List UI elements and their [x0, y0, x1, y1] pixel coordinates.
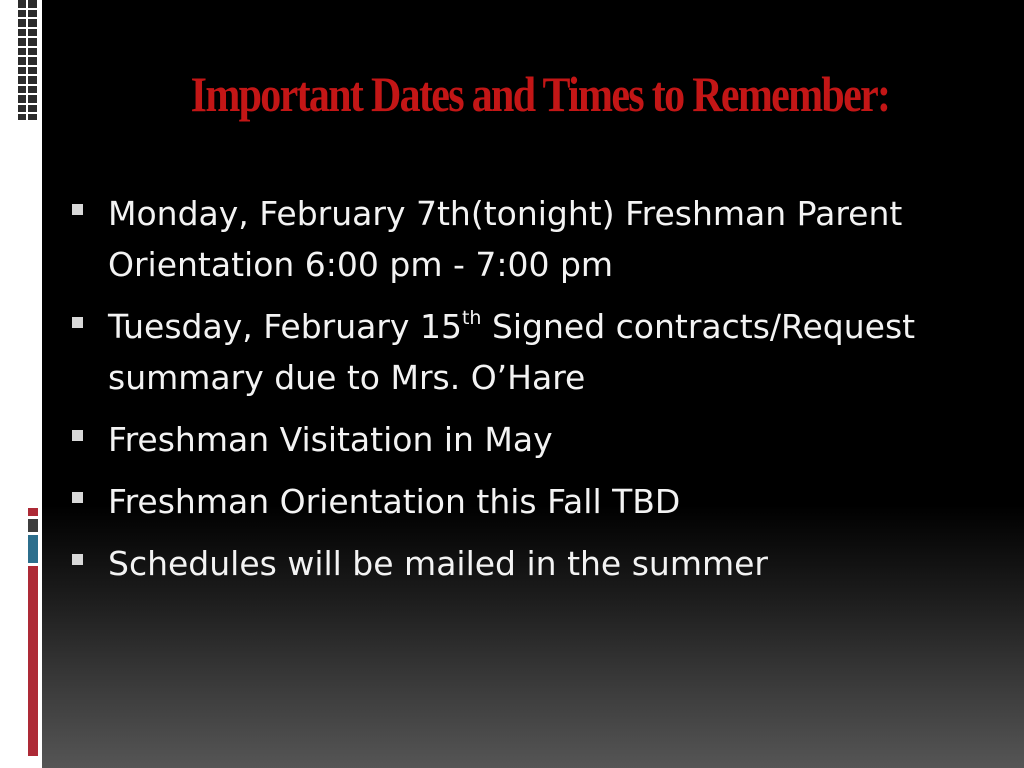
square-bullet-icon — [72, 317, 83, 328]
bullet-text: Monday, February 7th(tonight) Freshman Parent Orientation 6:00 pm - 7:00 pm — [108, 194, 903, 284]
window-pane-graphic — [18, 0, 37, 120]
bullet-list — [72, 188, 992, 600]
bullet-item-fall-orientation — [72, 476, 992, 527]
slide-title: Important Dates and Times to Remember: — [190, 66, 890, 122]
square-bullet-icon — [72, 430, 83, 441]
red-accent-block — [28, 508, 38, 516]
bullet-item-schedules — [72, 538, 992, 589]
bullet-text-detail: Signed contracts/Request summary due to Mrs. O’Hare — [108, 307, 916, 397]
square-bullet-icon — [72, 204, 83, 215]
bullet-item-parent-orientation — [72, 188, 992, 290]
square-bullet-icon — [72, 492, 83, 503]
gray-accent-block — [28, 519, 38, 532]
left-edge-line — [40, 0, 42, 768]
bullet-item-contracts-due — [72, 301, 992, 403]
ordinal-suffix: th — [461, 307, 482, 329]
bullet-item-visitation — [72, 414, 992, 465]
blue-accent-block — [28, 535, 38, 563]
bullet-text: Freshman Visitation in May — [108, 420, 553, 459]
bullet-text-date: Tuesday, February 15 — [108, 307, 462, 346]
square-bullet-icon — [72, 554, 83, 565]
bullet-text: Schedules will be mailed in the summer — [108, 544, 768, 583]
red-accent-bar — [28, 566, 38, 756]
bullet-text: Freshman Orientation this Fall TBD — [108, 482, 681, 521]
